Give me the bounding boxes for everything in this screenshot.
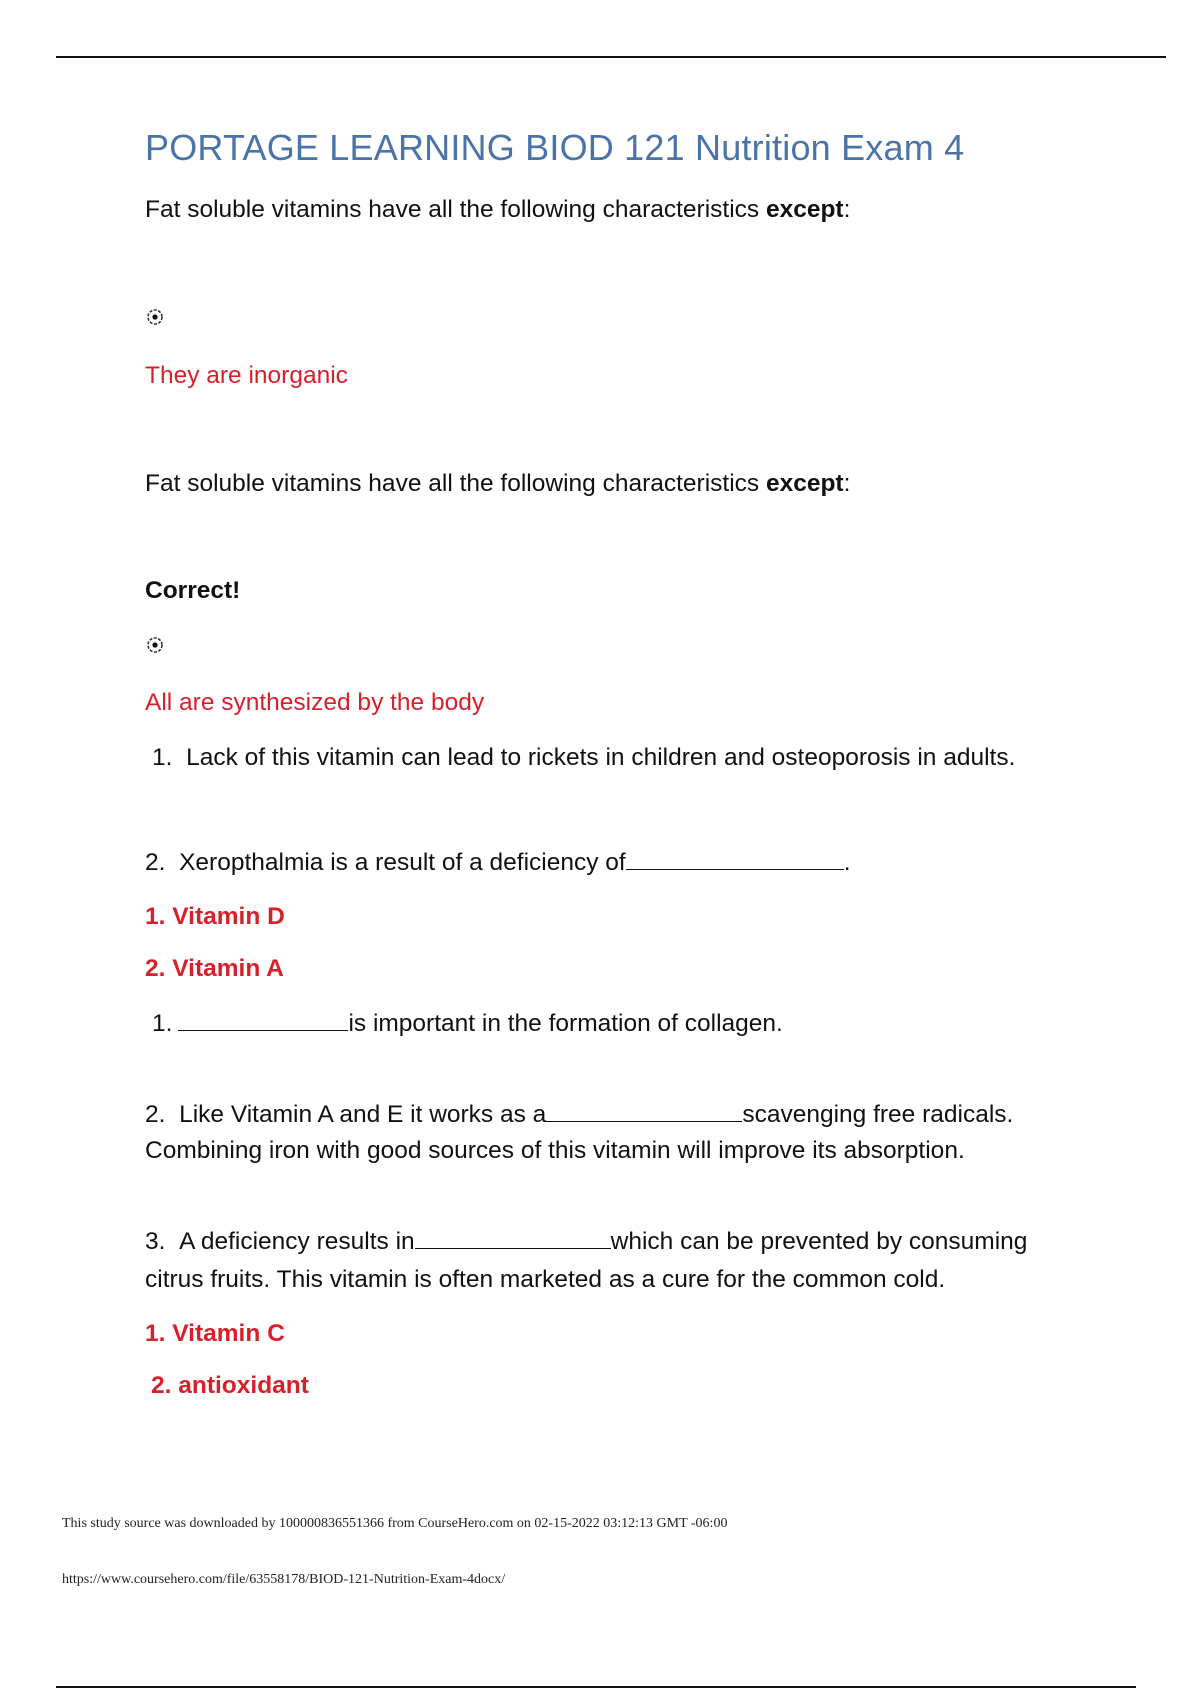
source-url[interactable]: https://www.coursehero.com/file/63558178/BIOD-121-Nutrition-Exam-4docx/ [62,1572,506,1587]
q3-item-1-text: Lack of this vitamin can lead to rickets in children and osteoporosis in adults. [186,744,1016,771]
q4-item-1-text: is important in the formation of collagen. [348,1010,783,1037]
question-1-answer: They are inorganic [145,362,348,389]
question-1-colon: : [843,196,851,223]
question-1-text: Fat soluble vitamins have all the following characteristics [145,196,766,223]
q3-item-2 [145,849,851,877]
page-title: PORTAGE LEARNING BIOD 121 Nutrition Exam 4 [145,127,965,168]
q3-answer-2: 2. Vitamin A [145,955,284,982]
q4-item-2-number: 2. [145,1101,166,1128]
fill-blank [546,1120,742,1122]
q4-answer-1: 1. Vitamin C [145,1320,285,1347]
question-2-prompt [145,470,850,498]
q4-item-3 [145,1228,1027,1256]
q3-item-1-number: 1. [152,744,173,771]
fill-blank [626,868,844,870]
q3-item-2-number: 2. [145,849,166,876]
question-1-prompt [145,196,850,224]
q4-item-3-number: 3. [145,1228,166,1255]
q4-item-3-text-after: which can be prevented by consuming [610,1228,1028,1255]
question-1-emphasis: except [765,196,844,223]
q4-item-1 [152,1010,783,1038]
q4-item-3-line-2: citrus fruits. This vitamin is often marketed as a cure for the common cold. [145,1266,946,1293]
q3-item-2-period: . [843,849,851,876]
q3-item-2-text: Xeropthalmia is a result of a deficiency of [179,849,626,876]
radio-selected-icon[interactable] [146,308,164,326]
q4-item-2-line-2: Combining iron with good sources of this vitamin will improve its absorption. [145,1137,965,1164]
correct-feedback: Correct! [145,577,241,604]
fill-blank [178,1029,348,1031]
radio-selected-icon[interactable] [146,636,164,654]
q3-answer-1: 1. Vitamin D [145,903,285,930]
top-rule [56,56,1166,58]
q4-item-2-text-before: Like Vitamin A and E it works as a [179,1101,547,1128]
q4-item-2 [145,1101,1013,1129]
question-2-text: Fat soluble vitamins have all the following characteristics [145,470,766,497]
q4-item-1-number: 1. [152,1010,173,1037]
q4-answer-2: 2. antioxidant [151,1372,309,1399]
bottom-rule [56,1686,1136,1688]
question-2-emphasis: except [765,470,844,497]
q4-item-3-text-before: A deficiency results in [179,1228,415,1255]
question-2-answer: All are synthesized by the body [145,689,485,716]
fill-blank [415,1247,611,1249]
q4-item-2-text-after: scavenging free radicals. [742,1101,1014,1128]
download-notice: This study source was downloaded by 100000836551366 from CourseHero.com on 02-15-2022 03:12:13 GMT -06:00 [62,1516,728,1531]
question-2-colon: : [843,470,851,497]
q3-item-1 [152,744,1015,772]
